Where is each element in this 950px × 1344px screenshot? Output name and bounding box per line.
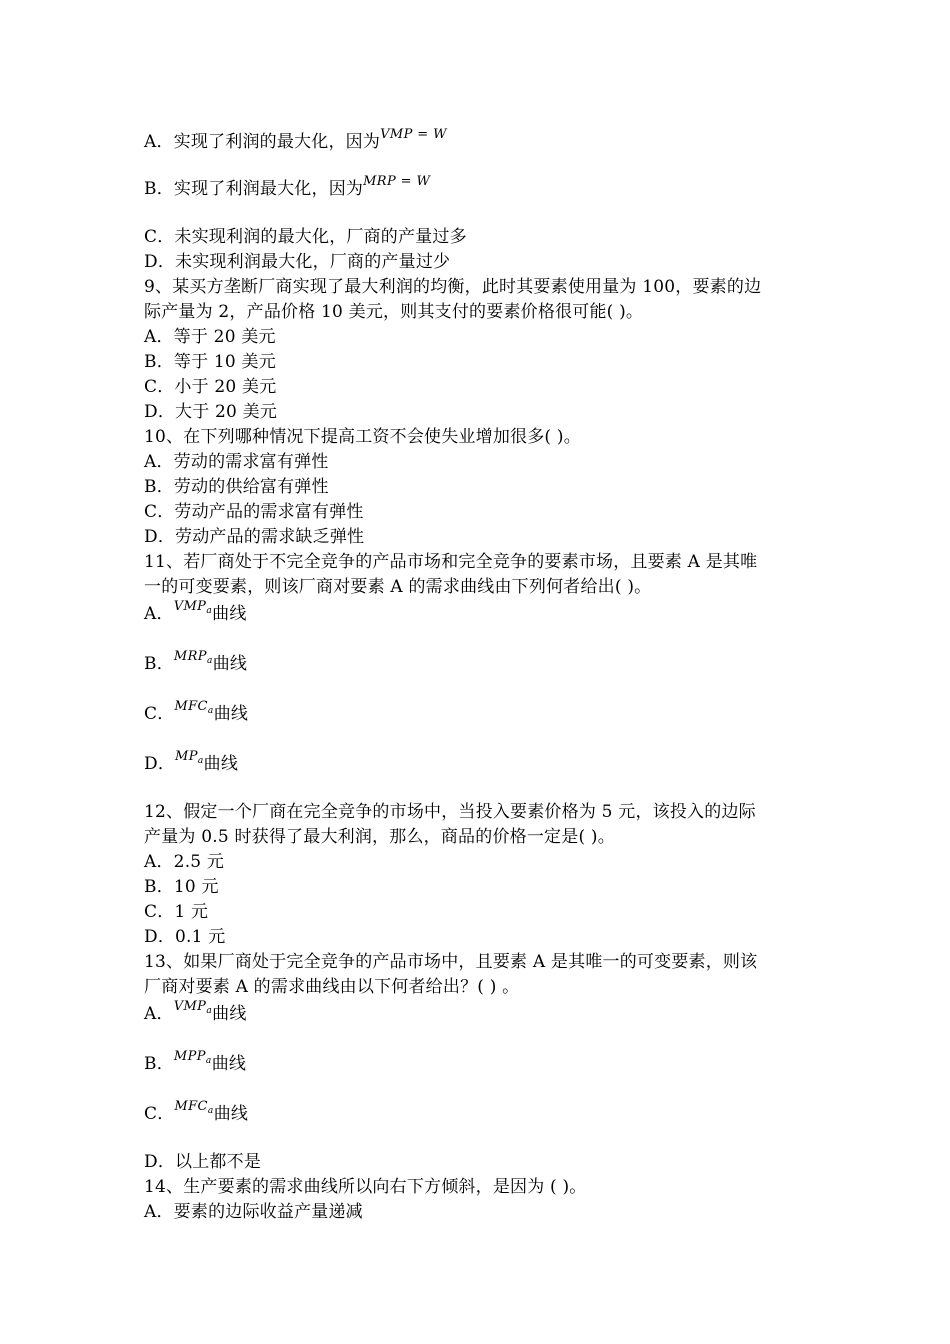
q12-option-b: B．10 元 bbox=[144, 877, 219, 897]
formula-mpp-a: MPPa bbox=[173, 1049, 212, 1066]
q11-stem-line2: 一的可变要素，则该厂商对要素 A 的需求曲线由下列何者给出( )。 bbox=[144, 577, 652, 597]
formula-vmp-eq-w: VMP = W bbox=[380, 127, 447, 142]
q11-option-a: A．$^{VMP_a}$曲线 bbox=[144, 599, 247, 624]
q12-option-d: D．0.1 元 bbox=[144, 927, 226, 947]
q9-stem-line2: 际产量为 2，产品价格 10 美元，则其支付的要素价格很可能( )。 bbox=[144, 302, 644, 322]
q11-option-b: B．$^{MRP_a}$曲线 bbox=[144, 649, 248, 674]
formula-vmp-a: VMPa bbox=[173, 999, 213, 1016]
formula-mrp-eq-w: MRP = W bbox=[363, 174, 431, 189]
q9-option-b: B．等于 10 美元 bbox=[144, 352, 276, 372]
q13-stem-line1: 13、如果厂商处于完全竞争的产品市场中，且要素 A 是其唯一的可变要素，则该 bbox=[144, 952, 758, 972]
q14-option-a: A．要素的边际收益产量递减 bbox=[144, 1202, 363, 1222]
q12-option-c: C．1 元 bbox=[144, 902, 209, 922]
question-list bbox=[144, 128, 814, 1225]
q9-option-c: C．小于 20 美元 bbox=[144, 377, 277, 397]
q12-stem-line1: 12、假定一个厂商在完全竞争的市场中，当投入要素价格为 5 元，该投入的边际 bbox=[144, 802, 756, 822]
q12-stem-line2: 产量为 0.5 时获得了最大利润，那么，商品的价格一定是( )。 bbox=[144, 827, 615, 847]
q14-stem: 14、生产要素的需求曲线所以向右下方倾斜，是因为 ( )。 bbox=[144, 1177, 587, 1197]
formula-mrp-a: MRPa bbox=[173, 649, 213, 666]
q13-option-a: A．$^{VMP_a}$曲线 bbox=[144, 999, 247, 1024]
q13-option-b: B．$^{MPP_a}$曲线 bbox=[144, 1049, 247, 1074]
q10-stem: 10、在下列哪种情况下提高工资不会使失业增加很多( )。 bbox=[144, 427, 581, 447]
formula-mp-a: MPa bbox=[175, 749, 204, 766]
q11-option-d: D．$^{MP_a}$曲线 bbox=[144, 749, 239, 774]
q13-option-d: D．以上都不是 bbox=[144, 1152, 262, 1172]
q10-option-a: A．劳动的需求富有弹性 bbox=[144, 452, 329, 472]
formula-mfc-a: MFCa bbox=[174, 699, 214, 716]
q13-stem-line2: 厂商对要素 A 的需求曲线由以下何者给出？( ) 。 bbox=[144, 977, 520, 997]
formula-mfc-a: MFCa bbox=[174, 1099, 214, 1116]
q9-option-a: A．等于 20 美元 bbox=[144, 327, 276, 347]
q10-option-c: C．劳动产品的需求富有弹性 bbox=[144, 502, 364, 522]
q9-option-d: D．大于 20 美元 bbox=[144, 402, 278, 422]
q9-stem-line1: 9、某买方垄断厂商实现了最大利润的均衡，此时其要素使用量为 100，要素的边 bbox=[144, 277, 762, 297]
q8-option-d: D．未实现利润最大化，厂商的产量过少 bbox=[144, 252, 451, 272]
q13-option-c: C．$^{MFC_a}$曲线 bbox=[144, 1099, 249, 1124]
q12-option-a: A．2.5 元 bbox=[144, 852, 225, 872]
formula-vmp-a: VMPa bbox=[173, 599, 213, 616]
q11-option-c: C．$^{MFC_a}$曲线 bbox=[144, 699, 249, 724]
q10-option-b: B．劳动的供给富有弹性 bbox=[144, 477, 329, 497]
q8-option-c: C．未实现利润的最大化，厂商的产量过多 bbox=[144, 227, 467, 247]
q10-option-d: D．劳动产品的需求缺乏弹性 bbox=[144, 527, 365, 547]
q8-option-b: B．实现了利润最大化，因为$^{MRP = W}$ bbox=[144, 174, 431, 199]
q8-option-a: A．实现了利润的最大化，因为$^{VMP = W}$ bbox=[144, 127, 447, 152]
q11-stem-line1: 11、若厂商处于不完全竞争的产品市场和完全竞争的要素市场，且要素 A 是其唯 bbox=[144, 552, 758, 572]
